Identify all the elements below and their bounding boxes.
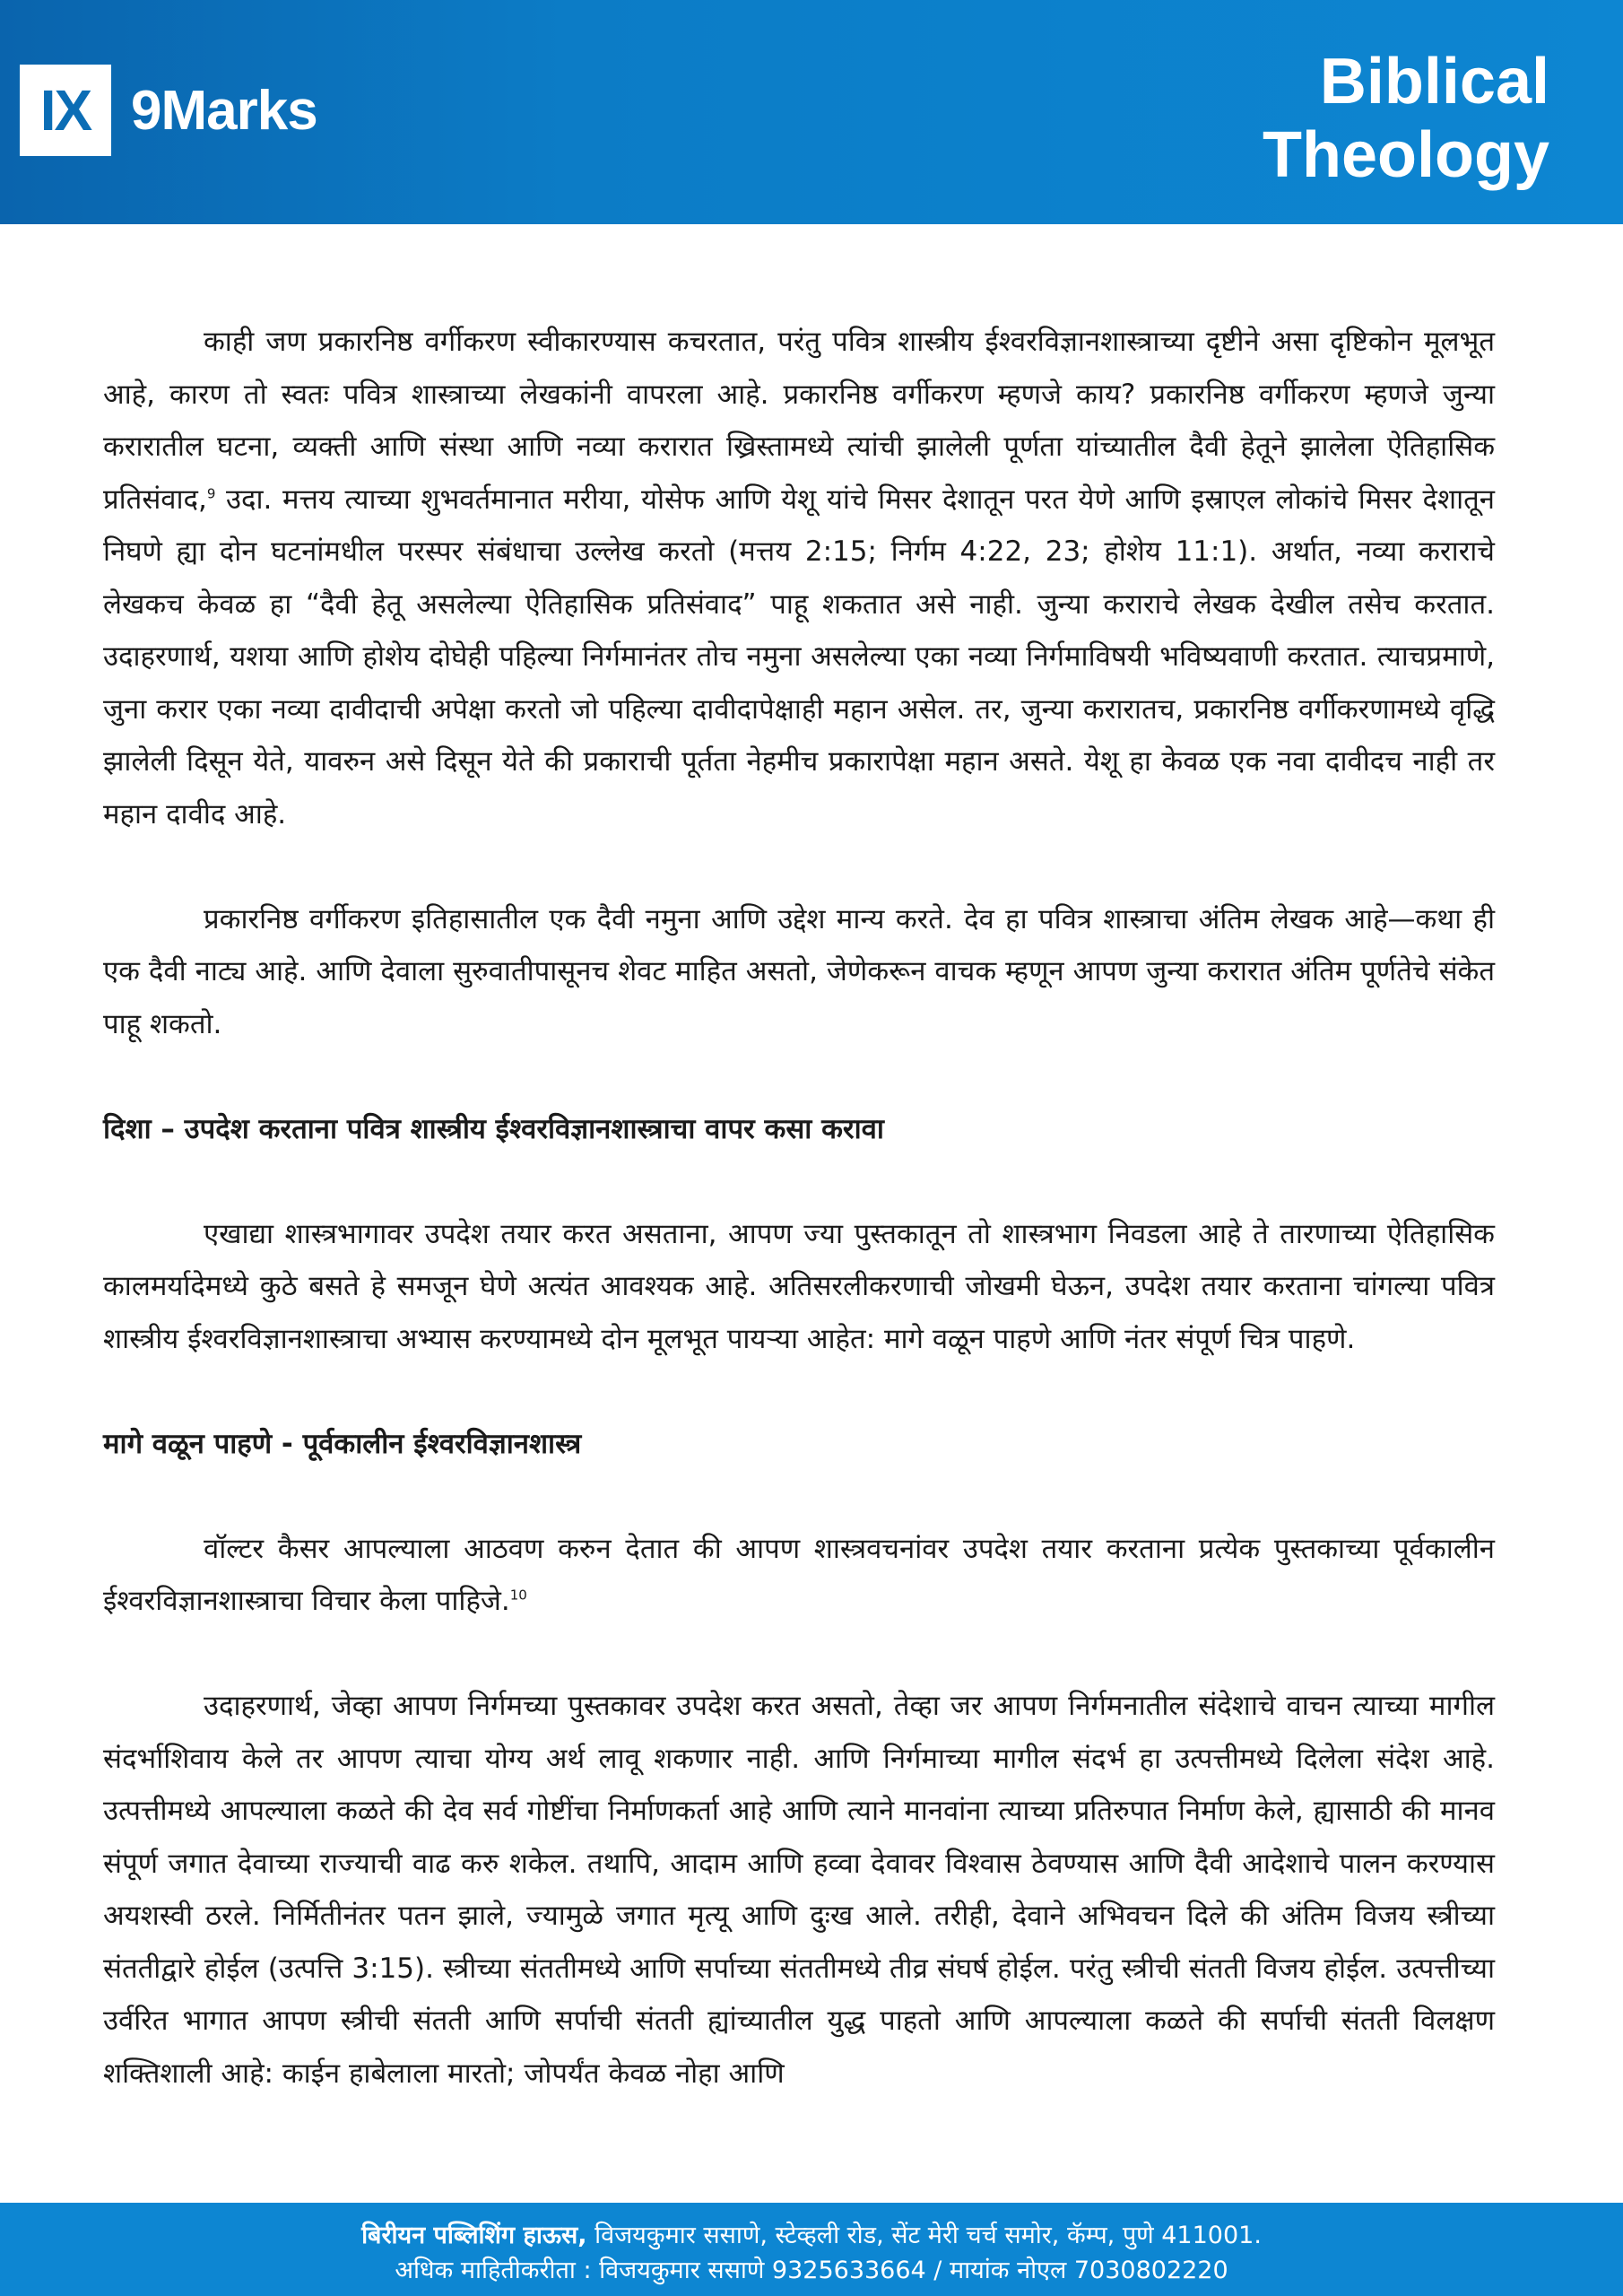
document-title [1263, 45, 1549, 192]
publisher-name: बिरीयन पब्लिशिंग हाऊस, [361, 2222, 587, 2249]
logo-text: 9Marks [131, 79, 317, 142]
document-body [103, 316, 1495, 2100]
paragraph-1-continued: उदा. मत्तय त्याच्या शुभवर्तमानात मरीया, योसेफ आणि येशू यांचे मिसर देशातून परत येणे आणि इस्राएल लोकांचे मिसर देशातून निघणे ह्या दोन घटनांमधील परस्पर संबंधाचा उल्लेख करतो (मत्तय 2:15; निर्गम 4:22, 23; होशेय 11:1). अर्थात, नव्या कराराचे लेखकच केवळ हा “दैवी हेतू असलेल्या ऐतिहासिक प्रतिसंवाद” पाहू शकतात असे नाही. जुन्या कराराचे लेखक देखील तसेच करतात. उदाहरणार्थ, यशया आणि होशेय दोघेही पहिल्या निर्गमानंतर तोच नमुना असलेल्या एका नव्या निर्गमाविषयी भविष्यवाणी करतात. त्याचप्रमाणे, जुना करार एका नव्या दावीदाची अपेक्षा करतो जो पहिल्या दावीदापेक्षाही महान असेल. तर, जुन्या करारातच, प्रकारनिष्ठ वर्गीकरणामध्ये वृद्धि झालेली दिसून येते, यावरुन असे दिसून येते की प्रकाराची पूर्तता नेहमीच प्रकारापेक्षा महान असते. येशू हा केवळ एक नवा दावीदच नाही तर महान दावीद आहे. [103, 483, 1495, 831]
9marks-logo [20, 65, 317, 156]
title-line-1: Biblical [1319, 46, 1549, 117]
paragraph-3: एखाद्या शास्त्रभागावर उपदेश तयार करत असताना, आपण ज्या पुस्तकातून तो शास्त्रभाग निवडला आहे ते तारणाच्या ऐतिहासिक कालमर्यादेमध्ये कुठे बसते हे समजून घेणे अत्यंत आवश्यक आहे. अतिसरलीकरणाची जोखमी घेऊन, उपदेश तयार करताना चांगल्या पवित्र शास्त्रीय ईश्वरविज्ञानशास्त्राचा अभ्यास करण्यामध्ये दोन मूलभूत पायऱ्या आहेत: मागे वळून पाहणे आणि नंतर संपूर्ण चित्र पाहणे. [103, 1217, 1495, 1355]
paragraph-5: उदाहरणार्थ, जेव्हा आपण निर्गमच्या पुस्तकावर उपदेश करत असतो, तेव्हा जर आपण निर्गमनातील संदेशाचे वाचन त्याच्या मागील संदर्भाशिवाय केले तर आपण त्याचा योग्य अर्थ लावू शकणार नाही. आणि निर्गमाच्या मागील संदर्भ हा उत्पत्तीमध्ये दिलेला संदेश आहे. उत्पत्तीमध्ये आपल्याला कळते की देव सर्व गोष्टींचा निर्माणकर्ता आहे आणि त्याने मानवांना त्याच्या प्रतिरुपात निर्माण केले, ह्यासाठी की मानव संपूर्ण जगात देवाच्या राज्याची वाढ करु शकेल. तथापि, आदाम आणि हव्वा देवावर विश्वास ठेवण्यास आणि दैवी आदेशाचे पालन करण्यास अयशस्वी ठरले. निर्मितीनंतर पतन झाले, ज्यामुळे जगात मृत्यू आणि दुःख आले. तरीही, देवाने अभिवचन दिले की अंतिम विजय स्त्रीच्या संततीद्वारे होईल (उत्पत्ति 3:15). स्त्रीच्या संततीमध्ये आणि सर्पाच्या संततीमध्ये तीव्र संघर्ष होईल. परंतु स्त्रीची संतती विजय होईल. उत्पत्तीच्या उर्वरित भागात आपण स्त्रीची संतती आणि सर्पाची संतती ह्यांच्यातील युद्ध पाहतो आणि आपल्याला कळते की सर्पाची संतती विलक्षण शक्तिशाली आहे: काईन हाबेलाला मारतो; जोपर्यंत केवळ नोहा आणि [103, 1690, 1495, 2090]
paragraph-1 [103, 316, 1495, 840]
logo-mark: IX [20, 65, 111, 156]
footer-contact-line: अधिक माहितीकरीता : विजयकुमार ससाणे 9325633664 / मायांक नोएल 7030802220 [395, 2257, 1228, 2284]
paragraph-2: प्रकारनिष्ठ वर्गीकरण इतिहासातील एक दैवी नमुना आणि उद्देश मान्य करते. देव हा पवित्र शास्त्राचा अंतिम लेखक आहे—कथा ही एक दैवी नाट्य आहे. आणि देवाला सुरुवातीपासूनच शेवट माहित असतो, जेणेकरून वाचक म्हणून आपण जुन्या करारात अंतिम पूर्णतेचे संकेत पाहू शकतो. [103, 902, 1495, 1040]
publisher-address: विजयकुमार ससाणे, स्टेव्हली रोड, सेंट मेरी चर्च समोर, कॅम्प, पुणे 411001. [586, 2222, 1262, 2249]
footnote-ref-9: 9 [206, 485, 216, 502]
page-footer [0, 2203, 1623, 2296]
paragraph-4 [103, 1523, 1495, 1628]
paragraph-4-text: वॉल्टर कैसर आपल्याला आठवण करुन देतात की आपण शास्त्रवचनांवर उपदेश तयार करताना प्रत्येक पुस्तकाच्या पूर्वकालीन ईश्वरविज्ञानशास्त्राचा विचार केला पाहिजे. [103, 1532, 1495, 1617]
footnote-ref-10: 10 [509, 1587, 527, 1604]
section-heading-1: दिशा – उपदेश करताना पवित्र शास्त्रीय ईश्वरविज्ञानशास्त्राचा वापर कसा करावा [103, 1112, 884, 1145]
section-heading-2: मागे वळून पाहणे - पूर्वकालीन ईश्वरविज्ञानशास्त्र [103, 1427, 582, 1460]
page-header [0, 0, 1623, 224]
title-line-2: Theology [1263, 119, 1549, 191]
paragraph-1-text: काही जण प्रकारनिष्ठ वर्गीकरण स्वीकारण्यास कचरतात, परंतु पवित्र शास्त्रीय ईश्वरविज्ञानशास्त्राच्या दृष्टीने असा दृष्टिकोन मूलभूत आहे, कारण तो स्वतः पवित्र शास्त्राच्या लेखकांनी वापरला आहे. प्रकारनिष्ठ वर्गीकरण म्हणजे काय? प्रकारनिष्ठ वर्गीकरण म्हणजे जुन्या करारातील घटना, व्यक्ती आणि संस्था आणि नव्या करारात ख्रिस्तामध्ये त्यांची झालेली पूर्णता यांच्यातील दैवी हेतूने झालेला ऐतिहासिक प्रतिसंवाद, [103, 326, 1495, 516]
footer-address-line [0, 2217, 1623, 2250]
